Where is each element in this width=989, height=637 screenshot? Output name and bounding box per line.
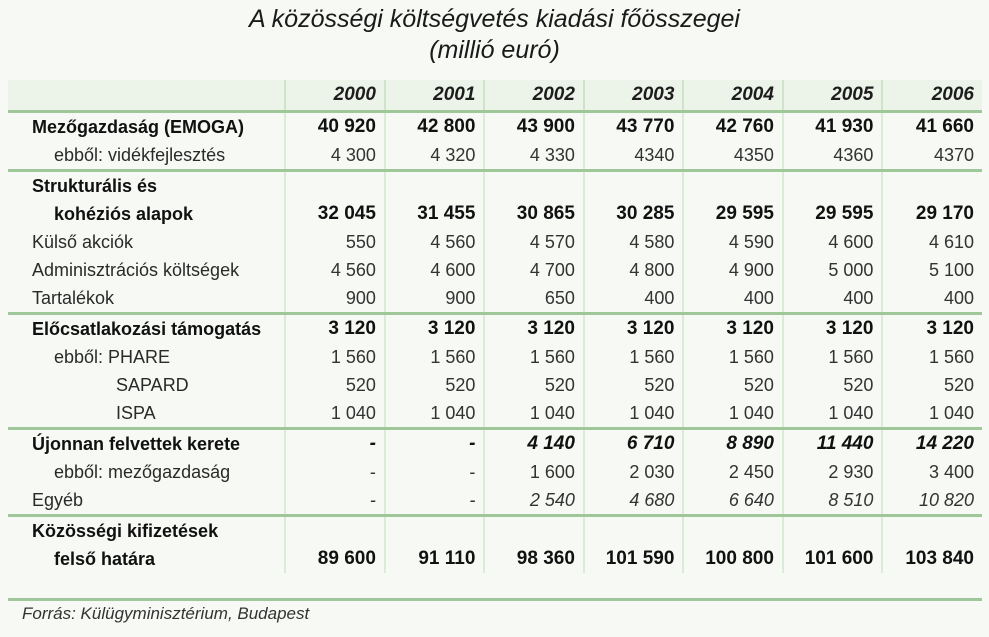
table-row	[8, 516, 982, 546]
cell-value: 5 000	[783, 256, 883, 284]
cell-value: 4340	[584, 141, 684, 171]
row-label: kohéziós alapok	[54, 204, 194, 224]
cell-value: 1 600	[484, 458, 584, 486]
cell-value: 43 900	[484, 112, 584, 142]
cell-value: 3 120	[385, 314, 485, 344]
cell-value: 4 560	[285, 256, 385, 284]
cell-value: 98 360	[484, 545, 584, 573]
year-header: 2004	[683, 80, 783, 112]
cell-value: 3 120	[285, 314, 385, 344]
cell-value: 900	[385, 284, 485, 314]
cell-value	[783, 516, 883, 546]
cell-value: 520	[683, 371, 783, 399]
cell-value	[285, 171, 385, 201]
row-label: Tartalékok	[32, 288, 115, 308]
header-row	[8, 80, 982, 112]
cell-value: 900	[285, 284, 385, 314]
row-label: Előcsatlakozási támogatás	[8, 314, 285, 344]
cell-value: 4 570	[484, 228, 584, 256]
cell-value: 31 455	[385, 200, 485, 228]
cell-value: 650	[484, 284, 584, 314]
cell-value: 4370	[882, 141, 982, 171]
cell-value: 29 595	[783, 200, 883, 228]
cell-value: 4 590	[683, 228, 783, 256]
cell-value: 1 560	[285, 343, 385, 371]
title-line-2: (millió euró)	[429, 36, 560, 64]
cell-value: 30 865	[484, 200, 584, 228]
cell-value: 6 710	[584, 429, 684, 459]
cell-value: 520	[783, 371, 883, 399]
source-note: Forrás: Külügyminisztérium, Budapest	[22, 604, 310, 623]
cell-value: 4 320	[385, 141, 485, 171]
cell-value	[683, 516, 783, 546]
cell-value	[683, 171, 783, 201]
cell-value	[882, 171, 982, 201]
table-row	[8, 171, 982, 201]
cell-value: 32 045	[285, 200, 385, 228]
cell-value: 1 560	[783, 343, 883, 371]
cell-value: 3 120	[783, 314, 883, 344]
cell-value: 1 040	[783, 399, 883, 429]
cell-value: 4 580	[584, 228, 684, 256]
cell-value: 2 030	[584, 458, 684, 486]
table-row	[8, 486, 982, 516]
year-header: 2001	[385, 80, 485, 112]
title-line-1: A közösségi költségvetés kiadási főösszegei	[248, 5, 740, 33]
cell-value: 400	[783, 284, 883, 314]
cell-value: 4 680	[584, 486, 684, 516]
cell-value: 4 560	[385, 228, 485, 256]
cell-value	[584, 171, 684, 201]
year-header: 2000	[285, 80, 385, 112]
cell-value: 1 040	[285, 399, 385, 429]
row-label: SAPARD	[116, 375, 189, 395]
cell-value: 41 660	[882, 112, 982, 142]
cell-value: 4 700	[484, 256, 584, 284]
cell-value: 400	[683, 284, 783, 314]
cell-value: 4 140	[484, 429, 584, 459]
cell-value	[385, 516, 485, 546]
cell-value: 11 440	[783, 429, 883, 459]
cell-value: 3 120	[584, 314, 684, 344]
cell-value	[484, 516, 584, 546]
cell-value: 5 100	[882, 256, 982, 284]
year-header: 2005	[783, 80, 883, 112]
cell-value: 2 930	[783, 458, 883, 486]
cell-value: 1 560	[683, 343, 783, 371]
cell-value: 30 285	[584, 200, 684, 228]
bottom-rule	[8, 598, 982, 601]
table-row	[8, 112, 982, 142]
cell-value	[285, 516, 385, 546]
table-row	[8, 200, 982, 228]
row-label: ebből: PHARE	[54, 347, 171, 367]
cell-value: 520	[285, 371, 385, 399]
row-label: ebből: vidékfejlesztés	[54, 145, 226, 165]
table-row	[8, 458, 982, 486]
cell-value	[584, 516, 684, 546]
cell-value: 1 560	[584, 343, 684, 371]
header-label-cell	[8, 80, 285, 112]
cell-value: -	[385, 486, 485, 516]
cell-value: 2 450	[683, 458, 783, 486]
cell-value: -	[385, 458, 485, 486]
cell-value: 41 930	[783, 112, 883, 142]
cell-value: 91 110	[385, 545, 485, 573]
row-label: Adminisztrációs költségek	[32, 260, 240, 280]
table-row	[8, 429, 982, 459]
cell-value: 1 560	[882, 343, 982, 371]
cell-value: -	[285, 429, 385, 459]
cell-value	[783, 171, 883, 201]
table-row	[8, 545, 982, 573]
cell-value: 101 600	[783, 545, 883, 573]
cell-value: 2 540	[484, 486, 584, 516]
budget-table	[8, 80, 982, 573]
cell-value: 3 120	[882, 314, 982, 344]
cell-value: 550	[285, 228, 385, 256]
cell-value: 520	[584, 371, 684, 399]
cell-value: 1 040	[683, 399, 783, 429]
cell-value	[385, 171, 485, 201]
table-row	[8, 141, 982, 171]
cell-value: 520	[385, 371, 485, 399]
cell-value: 400	[584, 284, 684, 314]
row-label: Strukturális és	[8, 171, 285, 201]
cell-value: 6 640	[683, 486, 783, 516]
cell-value: 3 120	[683, 314, 783, 344]
cell-value: 42 760	[683, 112, 783, 142]
year-header: 2006	[882, 80, 982, 112]
cell-value: 8 510	[783, 486, 883, 516]
cell-value: 29 170	[882, 200, 982, 228]
cell-value: 3 400	[882, 458, 982, 486]
cell-value: 101 590	[584, 545, 684, 573]
cell-value: 89 600	[285, 545, 385, 573]
cell-value: 4350	[683, 141, 783, 171]
row-label: felső határa	[54, 549, 156, 569]
cell-value: 10 820	[882, 486, 982, 516]
cell-value: -	[285, 458, 385, 486]
cell-value: 103 840	[882, 545, 982, 573]
year-header: 2002	[484, 80, 584, 112]
cell-value	[882, 516, 982, 546]
cell-value: 4 600	[385, 256, 485, 284]
table-row	[8, 228, 982, 256]
cell-value: 29 595	[683, 200, 783, 228]
table-row	[8, 399, 982, 429]
year-header: 2003	[584, 80, 684, 112]
row-label: Külső akciók	[32, 232, 134, 252]
cell-value: 40 920	[285, 112, 385, 142]
cell-value: 43 770	[584, 112, 684, 142]
cell-value: 1 560	[484, 343, 584, 371]
cell-value: 3 120	[484, 314, 584, 344]
cell-value: 520	[484, 371, 584, 399]
table-row	[8, 343, 982, 371]
table-row	[8, 256, 982, 284]
cell-value: 4 330	[484, 141, 584, 171]
cell-value: 520	[882, 371, 982, 399]
cell-value: 4 800	[584, 256, 684, 284]
row-label: Újonnan felvettek kerete	[8, 429, 285, 459]
cell-value: 1 040	[584, 399, 684, 429]
cell-value: 42 800	[385, 112, 485, 142]
table-row	[8, 314, 982, 344]
cell-value: 1 040	[484, 399, 584, 429]
cell-value: 4 600	[783, 228, 883, 256]
cell-value: 4 300	[285, 141, 385, 171]
row-label: ebből: mezőgazdaság	[54, 462, 231, 482]
cell-value: 4 900	[683, 256, 783, 284]
cell-value: -	[385, 429, 485, 459]
cell-value: 1 040	[385, 399, 485, 429]
cell-value: 1 560	[385, 343, 485, 371]
cell-value: 400	[882, 284, 982, 314]
row-label: Mezőgazdaság (EMOGA)	[32, 117, 245, 137]
table-row	[8, 371, 982, 399]
cell-value: 100 800	[683, 545, 783, 573]
cell-value	[484, 171, 584, 201]
row-label: ISPA	[116, 403, 156, 423]
cell-value: 14 220	[882, 429, 982, 459]
cell-value: 1 040	[882, 399, 982, 429]
cell-value: -	[285, 486, 385, 516]
table-row	[8, 284, 982, 314]
table-title	[0, 4, 989, 66]
cell-value: 4360	[783, 141, 883, 171]
row-label: Egyéb	[32, 490, 84, 510]
cell-value: 4 610	[882, 228, 982, 256]
cell-value: 8 890	[683, 429, 783, 459]
row-label: Közösségi kifizetések	[8, 516, 285, 546]
